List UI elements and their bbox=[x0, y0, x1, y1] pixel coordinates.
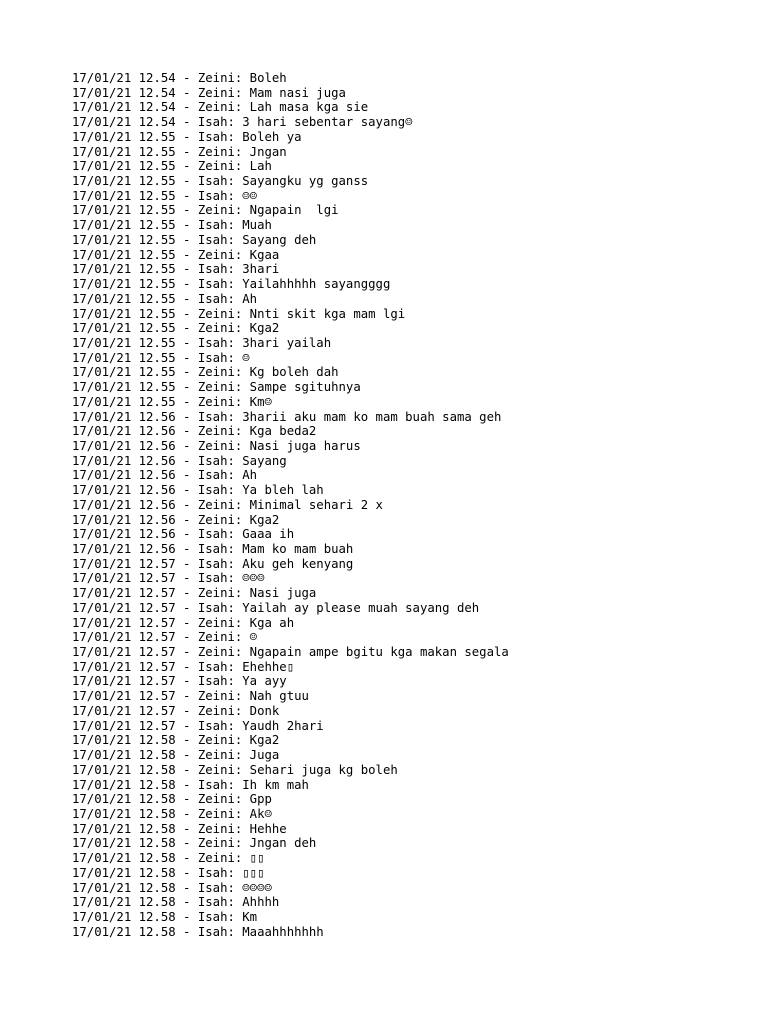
chat-line: 17/01/21 12.55 - Zeini: Jngan bbox=[72, 144, 287, 159]
chat-line: 17/01/21 12.58 - Zeini: Kga2 bbox=[72, 733, 280, 748]
chat-line: 17/01/21 12.55 - Isah: 3hari bbox=[72, 262, 280, 277]
chat-line: 17/01/21 12.57 - Isah: Yailah ay please muah sayang deh bbox=[72, 600, 480, 615]
chat-line: 17/01/21 12.55 - Isah: Sayangku yg ganss bbox=[72, 174, 369, 189]
chat-line: 17/01/21 12.58 - Zeini: ▯▯ bbox=[72, 851, 265, 866]
chat-line: 17/01/21 12.54 - Isah: 3 hari sebentar sayang☺ bbox=[72, 115, 413, 130]
chat-line: 17/01/21 12.55 - Zeini: Ngapain lgi bbox=[72, 203, 339, 218]
chat-line: 17/01/21 12.55 - Isah: Yailahhhhh sayangggg bbox=[72, 277, 391, 292]
chat-line: 17/01/21 12.56 - Zeini: Nasi juga harus bbox=[72, 438, 361, 453]
chat-line: 17/01/21 12.55 - Zeini: Kg boleh dah bbox=[72, 365, 339, 380]
chat-line: 17/01/21 12.55 - Zeini: Nnti skit kga mam lgi bbox=[72, 306, 406, 321]
chat-line: 17/01/21 12.56 - Isah: Mam ko mam buah bbox=[72, 542, 354, 556]
chat-line: 17/01/21 12.57 - Zeini: Nasi juga bbox=[72, 586, 317, 601]
chat-line: 17/01/21 12.54 - Zeini: Boleh bbox=[72, 71, 287, 85]
chat-line: 17/01/21 12.57 - Zeini: Ngapain ampe bgitu kga makan segala bbox=[72, 645, 509, 660]
chat-line: 17/01/21 12.55 - Zeini: Kgaa bbox=[72, 247, 280, 262]
chat-line: 17/01/21 12.58 - Isah: Maaahhhhhhh bbox=[72, 924, 324, 939]
chat-line: 17/01/21 12.55 - Isah: Muah bbox=[72, 218, 272, 233]
chat-line: 17/01/21 12.55 - Isah: Boleh ya bbox=[72, 129, 302, 144]
chat-line: 17/01/21 12.57 - Zeini: ☺ bbox=[72, 630, 258, 645]
chat-line: 17/01/21 12.57 - Isah: Ya ayy bbox=[72, 674, 287, 689]
chat-line: 17/01/21 12.56 - Isah: 3harii aku mam ko mam buah sama geh bbox=[72, 409, 502, 424]
chat-line: 17/01/21 12.58 - Zeini: Hehhe bbox=[72, 821, 287, 836]
chat-line: 17/01/21 12.58 - Isah: Ahhhh bbox=[72, 895, 280, 910]
chat-line: 17/01/21 12.54 - Zeini: Mam nasi juga bbox=[72, 85, 346, 100]
chat-line: 17/01/21 12.56 - Zeini: Kga beda2 bbox=[72, 424, 317, 439]
chat-line: 17/01/21 12.58 - Isah: ▯▯▯ bbox=[72, 865, 265, 880]
chat-line: 17/01/21 12.58 - Zeini: Jngan deh bbox=[72, 836, 317, 851]
chat-line: 17/01/21 12.55 - Zeini: Kga2 bbox=[72, 321, 280, 336]
chat-line: 17/01/21 12.55 - Zeini: Km☺ bbox=[72, 394, 272, 409]
chat-log bbox=[72, 71, 509, 939]
chat-line: 17/01/21 12.58 - Zeini: Ak☺ bbox=[72, 806, 272, 821]
chat-line: 17/01/21 12.56 - Isah: Ah bbox=[72, 468, 258, 483]
chat-line: 17/01/21 12.57 - Isah: Yaudh 2hari bbox=[72, 718, 324, 733]
chat-line: 17/01/21 12.58 - Zeini: Juga bbox=[72, 748, 280, 763]
chat-line: 17/01/21 12.54 - Zeini: Lah masa kga sie bbox=[72, 100, 369, 115]
chat-line: 17/01/21 12.58 - Isah: Ih km mah bbox=[72, 777, 309, 792]
chat-line: 17/01/21 12.57 - Isah: ☺☺☺ bbox=[72, 571, 265, 586]
chat-line: 17/01/21 12.58 - Isah: Km bbox=[72, 909, 258, 924]
chat-line: 17/01/21 12.56 - Zeini: Minimal sehari 2 x bbox=[72, 497, 383, 512]
chat-line: 17/01/21 12.58 - Isah: ☺☺☺☺ bbox=[72, 880, 272, 895]
chat-line: 17/01/21 12.57 - Zeini: Donk bbox=[72, 703, 280, 718]
chat-line: 17/01/21 12.56 - Isah: Ya bleh lah bbox=[72, 483, 324, 498]
chat-line: 17/01/21 12.57 - Zeini: Kga ah bbox=[72, 615, 295, 630]
chat-line: 17/01/21 12.58 - Zeini: Gpp bbox=[72, 792, 272, 807]
chat-line: 17/01/21 12.57 - Zeini: Nah gtuu bbox=[72, 689, 309, 704]
chat-line: 17/01/21 12.55 - Zeini: Sampe sgituhnya bbox=[72, 380, 361, 395]
chat-line: 17/01/21 12.57 - Isah: Ehehhe▯ bbox=[72, 659, 295, 674]
chat-line: 17/01/21 12.56 - Isah: Sayang bbox=[72, 453, 287, 468]
chat-line: 17/01/21 12.58 - Zeini: Sehari juga kg boleh bbox=[72, 762, 398, 777]
chat-line: 17/01/21 12.55 - Isah: 3hari yailah bbox=[72, 335, 332, 350]
chat-line: 17/01/21 12.57 - Isah: Aku geh kenyang bbox=[72, 556, 354, 571]
chat-line: 17/01/21 12.55 - Zeini: Lah bbox=[72, 159, 272, 174]
chat-line: 17/01/21 12.55 - Isah: Sayang deh bbox=[72, 232, 317, 247]
chat-line: 17/01/21 12.55 - Isah: ☺ bbox=[72, 350, 250, 365]
chat-line: 17/01/21 12.56 - Zeini: Kga2 bbox=[72, 512, 280, 527]
chat-line: 17/01/21 12.55 - Isah: ☺☺ bbox=[72, 188, 258, 203]
chat-line: 17/01/21 12.55 - Isah: Ah bbox=[72, 291, 258, 306]
chat-line: 17/01/21 12.56 - Isah: Gaaa ih bbox=[72, 527, 295, 542]
